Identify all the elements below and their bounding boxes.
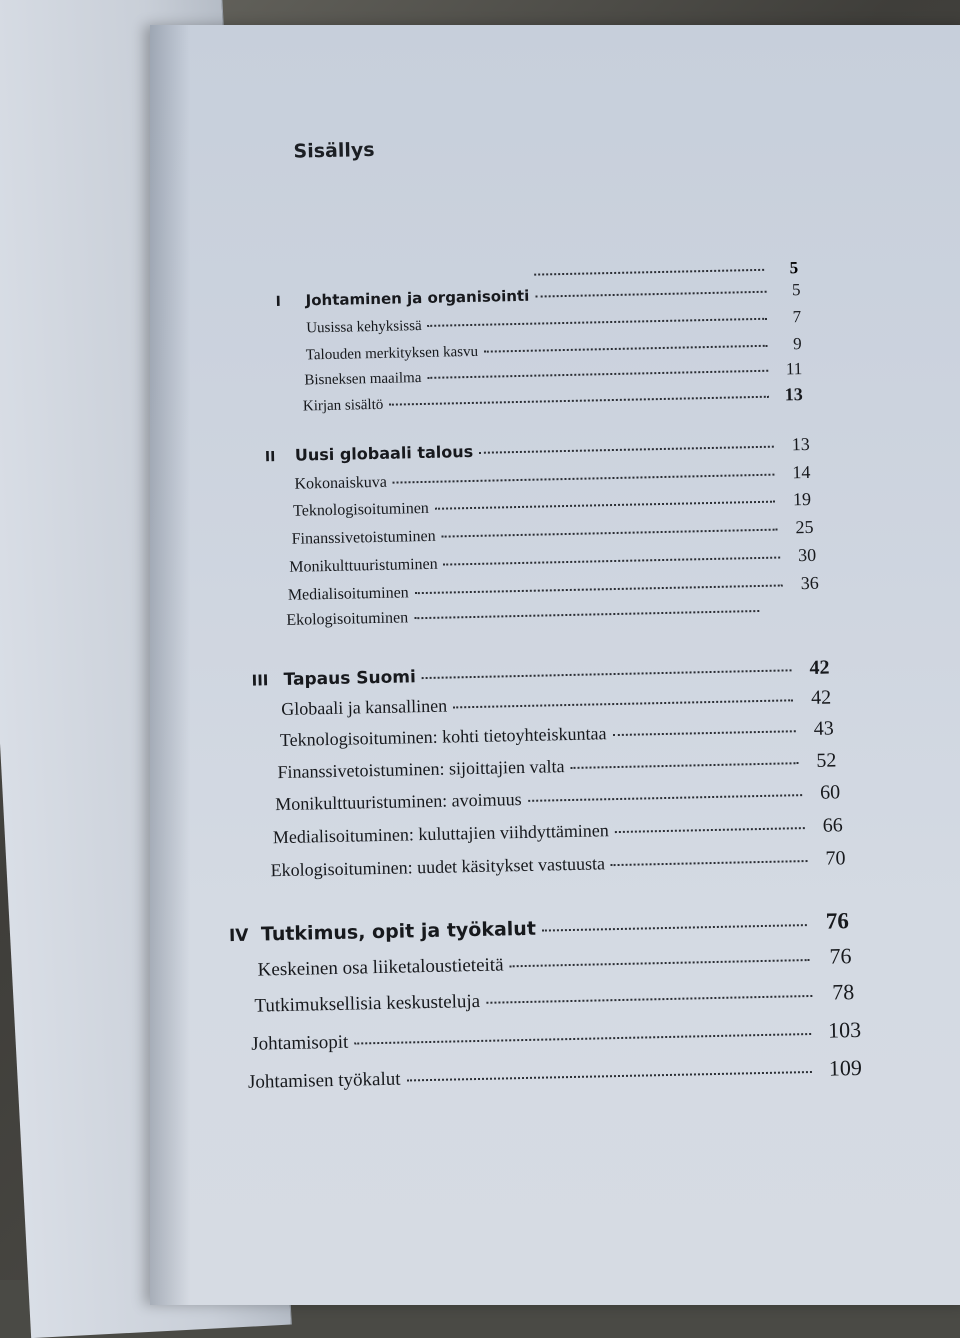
chapter-row bbox=[251, 657, 829, 692]
leading-page-number: 5 bbox=[789, 258, 799, 278]
section-row bbox=[248, 1055, 862, 1094]
dot-leader bbox=[534, 269, 764, 276]
dot-leader bbox=[393, 474, 775, 484]
section-row bbox=[286, 602, 765, 630]
section-row bbox=[306, 307, 801, 337]
section-row bbox=[277, 749, 836, 784]
section-page: 30 bbox=[797, 544, 817, 566]
section-title: Ekologisoituminen bbox=[286, 609, 409, 629]
section-row bbox=[275, 781, 840, 816]
chapter-numeral: II bbox=[264, 449, 276, 466]
dot-leader bbox=[479, 446, 774, 454]
dot-leader bbox=[414, 610, 759, 619]
section-page: 42 bbox=[810, 686, 832, 709]
section-page: 19 bbox=[792, 488, 812, 510]
dot-leader bbox=[484, 345, 768, 353]
section-page: 11 bbox=[785, 359, 803, 379]
chapter-page: 76 bbox=[825, 908, 850, 934]
section-title: Johtamisopit bbox=[251, 1031, 349, 1055]
dot-leader bbox=[510, 959, 810, 967]
chapter-title: Tapaus Suomi bbox=[283, 667, 417, 690]
section-row bbox=[280, 717, 834, 752]
dot-leader bbox=[542, 924, 807, 932]
section-title: Globaali ja kansallinen bbox=[281, 695, 448, 720]
chapter-row bbox=[265, 434, 810, 466]
section-row bbox=[270, 847, 845, 882]
section-title: Tutkimuksellisia keskusteluja bbox=[254, 990, 481, 1017]
section-row bbox=[288, 573, 819, 605]
section-title: Teknologisoituminen bbox=[292, 499, 430, 520]
dot-leader bbox=[427, 370, 768, 379]
section-page: 13 bbox=[784, 384, 803, 405]
chapter-numeral: IV bbox=[228, 925, 249, 947]
section-page: 103 bbox=[827, 1016, 862, 1043]
section-row bbox=[273, 814, 843, 849]
section-title: Keskeinen osa liiketaloustieteitä bbox=[257, 954, 504, 981]
section-row bbox=[303, 384, 803, 415]
section-title: Kokonaiskuva bbox=[294, 473, 388, 493]
section-title: Uusissa kehyksissä bbox=[306, 318, 422, 337]
section-page: 70 bbox=[825, 847, 846, 870]
dot-leader bbox=[453, 699, 793, 708]
section-page: 52 bbox=[816, 749, 837, 772]
section-page: 60 bbox=[819, 781, 841, 804]
dot-leader bbox=[407, 1071, 812, 1081]
section-page: 76 bbox=[829, 943, 852, 969]
chapter-numeral: I bbox=[275, 293, 282, 311]
section-row bbox=[293, 489, 811, 521]
section-title: Talouden merkityksen kasvu bbox=[305, 343, 479, 364]
dot-leader bbox=[611, 860, 808, 866]
chapter-title: Tutkimus, opit ja työkalut bbox=[260, 917, 537, 946]
dot-leader bbox=[428, 318, 768, 327]
section-row bbox=[289, 545, 816, 577]
section-page: 78 bbox=[832, 979, 855, 1005]
section-row bbox=[254, 979, 854, 1018]
dot-leader bbox=[570, 762, 798, 769]
dot-leader bbox=[442, 529, 778, 538]
dot-leader bbox=[435, 501, 775, 510]
section-page: 109 bbox=[828, 1054, 863, 1081]
section-title: Finanssivetoistuminen bbox=[291, 527, 436, 548]
chapter-title: Johtaminen ja organisointi bbox=[305, 286, 530, 310]
section-page: 7 bbox=[792, 307, 802, 327]
dot-leader bbox=[615, 827, 805, 833]
section-title: Finanssivetoistuminen: sijoittajien valta bbox=[277, 756, 565, 783]
section-page: 14 bbox=[792, 461, 811, 483]
toc-title: Sisällys bbox=[293, 138, 375, 163]
dot-leader bbox=[354, 1033, 811, 1045]
section-row bbox=[281, 687, 831, 722]
section-row bbox=[257, 943, 851, 981]
dot-leader bbox=[535, 291, 766, 298]
section-row bbox=[294, 462, 810, 494]
section-title: Medialisoituminen bbox=[287, 584, 409, 604]
chapter-page: 42 bbox=[809, 656, 830, 679]
chapter-numeral: III bbox=[251, 671, 269, 690]
section-page: 66 bbox=[822, 814, 844, 837]
dot-leader bbox=[486, 995, 812, 1004]
dot-leader bbox=[389, 396, 769, 406]
section-title: Kirjan sisältö bbox=[302, 396, 384, 415]
chapter-row bbox=[275, 280, 800, 311]
chapter-title: Uusi globaali talous bbox=[294, 441, 474, 465]
chapter-row bbox=[229, 908, 849, 947]
dot-leader bbox=[415, 584, 783, 594]
section-row bbox=[291, 517, 813, 549]
leading-leader-row bbox=[528, 258, 798, 284]
dot-leader bbox=[444, 557, 781, 566]
chapter-page: 5 bbox=[791, 280, 801, 300]
dot-leader bbox=[528, 794, 802, 802]
section-page: 9 bbox=[792, 334, 802, 354]
section-title: Bisneksen maailma bbox=[304, 370, 422, 389]
section-page: 25 bbox=[795, 516, 814, 538]
section-page: 36 bbox=[800, 572, 819, 594]
dot-leader bbox=[613, 730, 796, 736]
section-title: Medialisoituminen: kuluttajien viihdyttäminen bbox=[272, 820, 610, 848]
section-page: 43 bbox=[813, 717, 834, 740]
section-title: Johtamisen työkalut bbox=[247, 1068, 401, 1093]
chapter-page: 13 bbox=[791, 433, 811, 455]
dot-leader bbox=[422, 669, 792, 679]
section-title: Monikulttuuristuminen bbox=[289, 555, 438, 576]
section-title: Teknologisoituminen: kohti tietoyhteiskuntaa bbox=[279, 723, 607, 751]
section-row bbox=[251, 1017, 861, 1056]
section-title: Monikulttuuristuminen: avoimuus bbox=[275, 789, 522, 815]
section-title: Ekologisoituminen: uudet käsitykset vastuusta bbox=[270, 853, 606, 881]
